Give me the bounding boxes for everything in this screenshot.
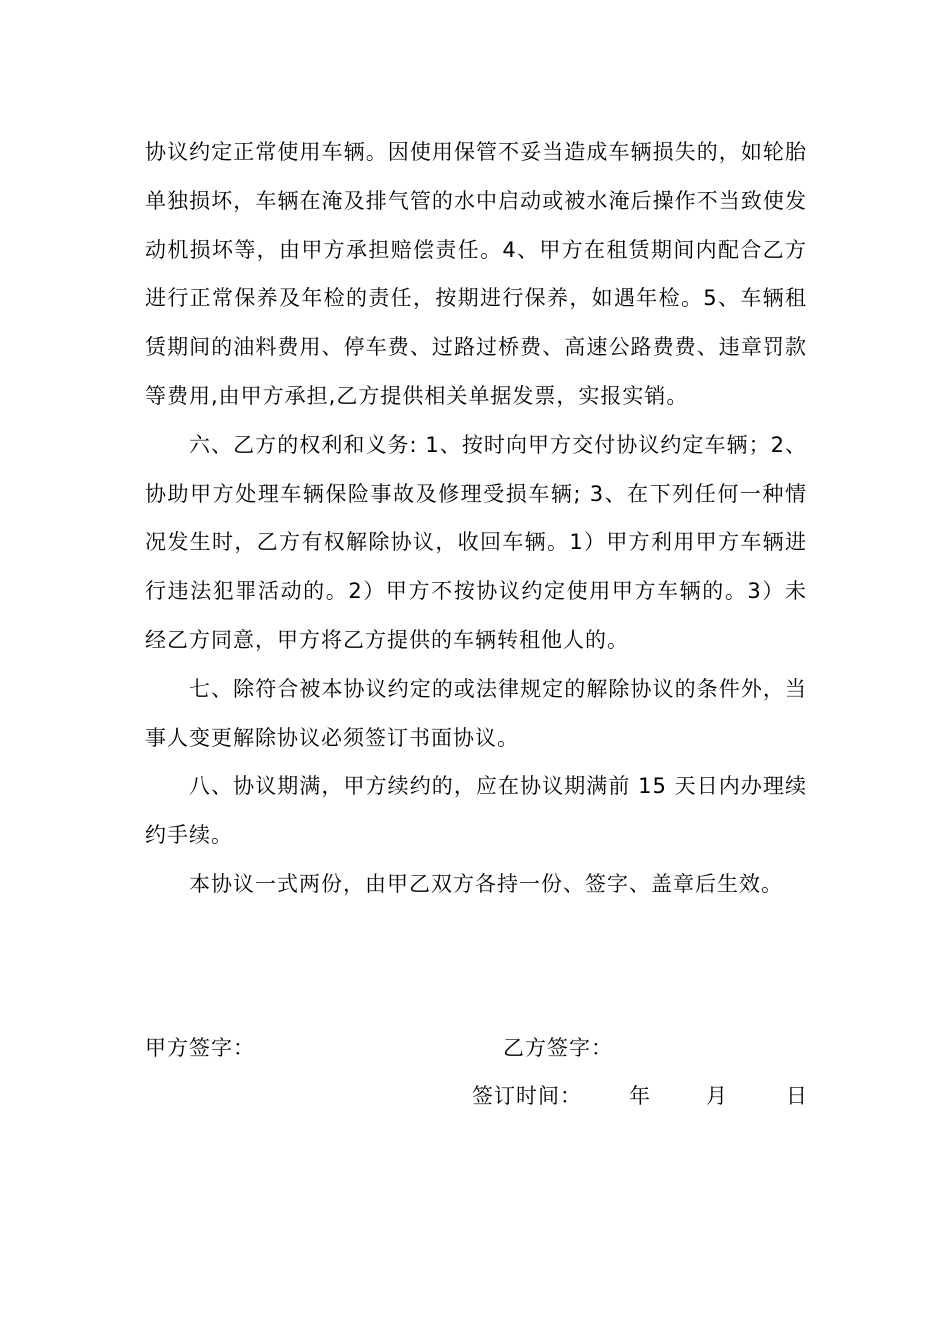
paragraph-renewal: 八、协议期满，甲方续约的，应在协议期满前 15 天日内办理续约手续。 — [145, 774, 807, 848]
paragraph-copies: 本协议一式两份，由甲乙双方各持一份、签字、盖章后生效。 — [189, 871, 783, 896]
paragraph-termination: 七、除符合被本协议约定的或法律规定的解除协议的条件外，当事人变更解除协议必须签订书面协议。 — [145, 676, 807, 750]
signing-date-day: 日 — [786, 1084, 808, 1108]
signing-date-label: 签订时间： — [472, 1084, 582, 1108]
signing-date-month: 月 — [706, 1084, 728, 1108]
party-b-signature-label: 乙方签字： — [503, 1036, 613, 1060]
party-a-signature-label: 甲方签字： — [145, 1036, 255, 1060]
agreement-body — [145, 128, 807, 909]
paragraph-vehicle-use: 协议约定正常使用车辆。因使用保管不妥当造成车辆损失的，如轮胎单独损坏，车辆在淹及排气管的水中启动或被水淹后操作不当致使发动机损坏等，由甲方承担赔偿责任。4、甲方在租赁期间内配合乙方进行正常保养及年检的责任，按期进行保养，如遇年检。5、车辆租赁期间的油料费用、停车费、过路过桥费、高速公路费费、违章罚款等费用,由甲方承担,乙方提供相关单据发票，实报实销。 — [145, 140, 807, 408]
paragraph-party-b-rights: 六、乙方的权利和义务: 1、按时向甲方交付协议约定车辆；2、协助甲方处理车辆保险事故及修理受损车辆; 3、在下列任何一种情况发生时，乙方有权解除协议，收回车辆。1）甲方利用甲方车辆进行违法犯罪活动的。2）甲方不按协议约定使用甲方车辆的。3）未经乙方同意，甲方将乙方提供的车辆转租他人的。 — [145, 432, 807, 652]
signing-date-year: 年 — [629, 1084, 651, 1108]
